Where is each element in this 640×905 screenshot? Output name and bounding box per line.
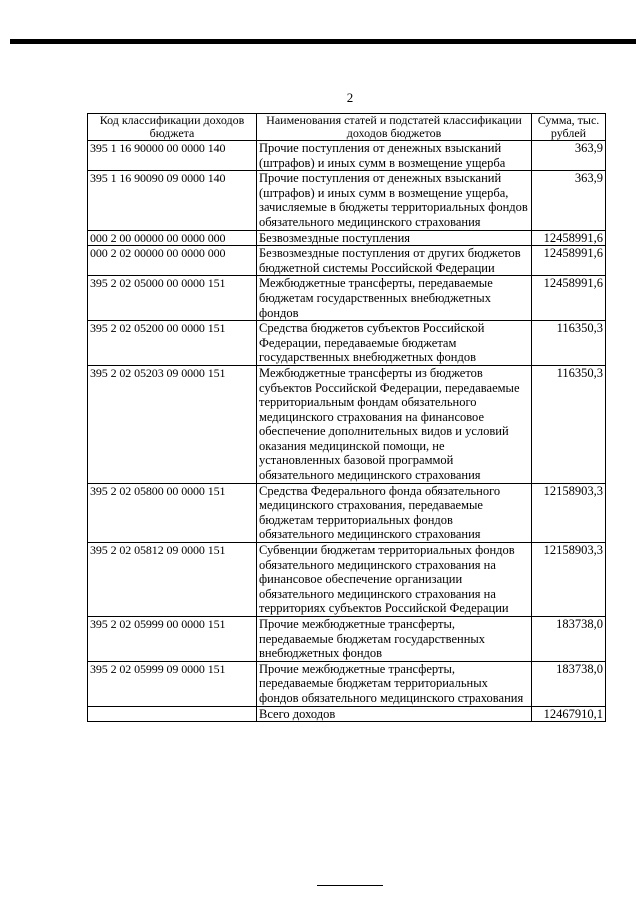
table-row — [88, 661, 606, 706]
sum-cell: 12458991,6 — [532, 230, 606, 246]
sum-cell: 12158903,3 — [532, 543, 606, 617]
sum-cell: 116350,3 — [532, 365, 606, 483]
name-cell: Прочие межбюджетные трансферты, передаваемые бюджетам территориальных фондов обязательного медицинского страхования — [257, 661, 532, 706]
top-rule — [10, 39, 636, 44]
budget-revenue-table — [87, 113, 606, 722]
page-number: 2 — [346, 90, 354, 105]
name-cell: Межбюджетные трансферты из бюджетов субъектов Российской Федерации, передаваемые территориальным фондам обязательного медицинского страхования на финансовое обеспечение дополнительных видов и условий оказания медицинской помощи, не установленных базовой программой обязательного медицинского страхования — [257, 365, 532, 483]
name-cell: Безвозмездные поступления — [257, 230, 532, 246]
code-cell: 395 2 02 05812 09 0000 151 — [88, 543, 257, 617]
table-row — [88, 483, 606, 542]
name-cell: Средства Федерального фонда обязательного медицинского страхования, передаваемые бюджетам территориальных фондов обязательного медицинского страхования — [257, 483, 532, 542]
code-cell: 395 2 02 05200 00 0000 151 — [88, 321, 257, 366]
header-code: Код классификации доходов бюджета — [88, 114, 257, 141]
table-row — [88, 365, 606, 483]
table-row — [88, 543, 606, 617]
code-cell: 395 1 16 90000 00 0000 140 — [88, 141, 257, 171]
table-row — [88, 230, 606, 246]
code-cell: 395 2 02 05999 00 0000 151 — [88, 617, 257, 662]
name-cell: Прочие поступления от денежных взысканий (штрафов) и иных сумм в возмещение ущерба — [257, 141, 532, 171]
table-row — [88, 617, 606, 662]
code-cell: 395 2 02 05800 00 0000 151 — [88, 483, 257, 542]
name-cell: Прочие поступления от денежных взысканий (штрафов) и иных сумм в возмещение ущерба, зачисляемые в бюджеты территориальных фондов обязательного медицинского страхования — [257, 171, 532, 230]
table-row — [88, 246, 606, 276]
code-cell: 000 2 00 00000 00 0000 000 — [88, 230, 257, 246]
sum-cell: 12158903,3 — [532, 483, 606, 542]
name-cell: Безвозмездные поступления от других бюджетов бюджетной системы Российской Федерации — [257, 246, 532, 276]
name-cell: Межбюджетные трансферты, передаваемые бюджетам государственных внебюджетных фондов — [257, 276, 532, 321]
sum-cell: 183738,0 — [532, 617, 606, 662]
table-row — [88, 171, 606, 230]
name-cell: Средства бюджетов субъектов Российской Федерации, передаваемые бюджетам государственных внебюджетных фондов — [257, 321, 532, 366]
sum-cell: 116350,3 — [532, 321, 606, 366]
code-cell: 395 1 16 90090 09 0000 140 — [88, 171, 257, 230]
header-name: Наименования статей и подстатей классификации доходов бюджетов — [257, 114, 532, 141]
sum-cell: 12458991,6 — [532, 246, 606, 276]
header-sum: Сумма, тыс. рублей — [532, 114, 606, 141]
name-cell: Всего доходов — [257, 706, 532, 722]
code-cell: 395 2 02 05999 09 0000 151 — [88, 661, 257, 706]
sum-cell: 363,9 — [532, 171, 606, 230]
sum-cell: 363,9 — [532, 141, 606, 171]
code-cell: 395 2 02 05203 09 0000 151 — [88, 365, 257, 483]
name-cell: Прочие межбюджетные трансферты, передаваемые бюджетам государственных внебюджетных фондов — [257, 617, 532, 662]
bottom-rule — [317, 885, 383, 886]
code-cell: 000 2 02 00000 00 0000 000 — [88, 246, 257, 276]
table-row — [88, 706, 606, 722]
table-row — [88, 276, 606, 321]
table-header-row — [88, 114, 606, 141]
name-cell: Субвенции бюджетам территориальных фондов обязательного медицинского страхования на финансовое обеспечение организации обязательного медицинского страхования на территориях субъектов Российской Федерации — [257, 543, 532, 617]
sum-cell: 12467910,1 — [532, 706, 606, 722]
sum-cell: 12458991,6 — [532, 276, 606, 321]
code-cell: 395 2 02 05000 00 0000 151 — [88, 276, 257, 321]
table-row — [88, 141, 606, 171]
table-body — [88, 141, 606, 722]
code-cell — [88, 706, 257, 722]
sum-cell: 183738,0 — [532, 661, 606, 706]
table-row — [88, 321, 606, 366]
